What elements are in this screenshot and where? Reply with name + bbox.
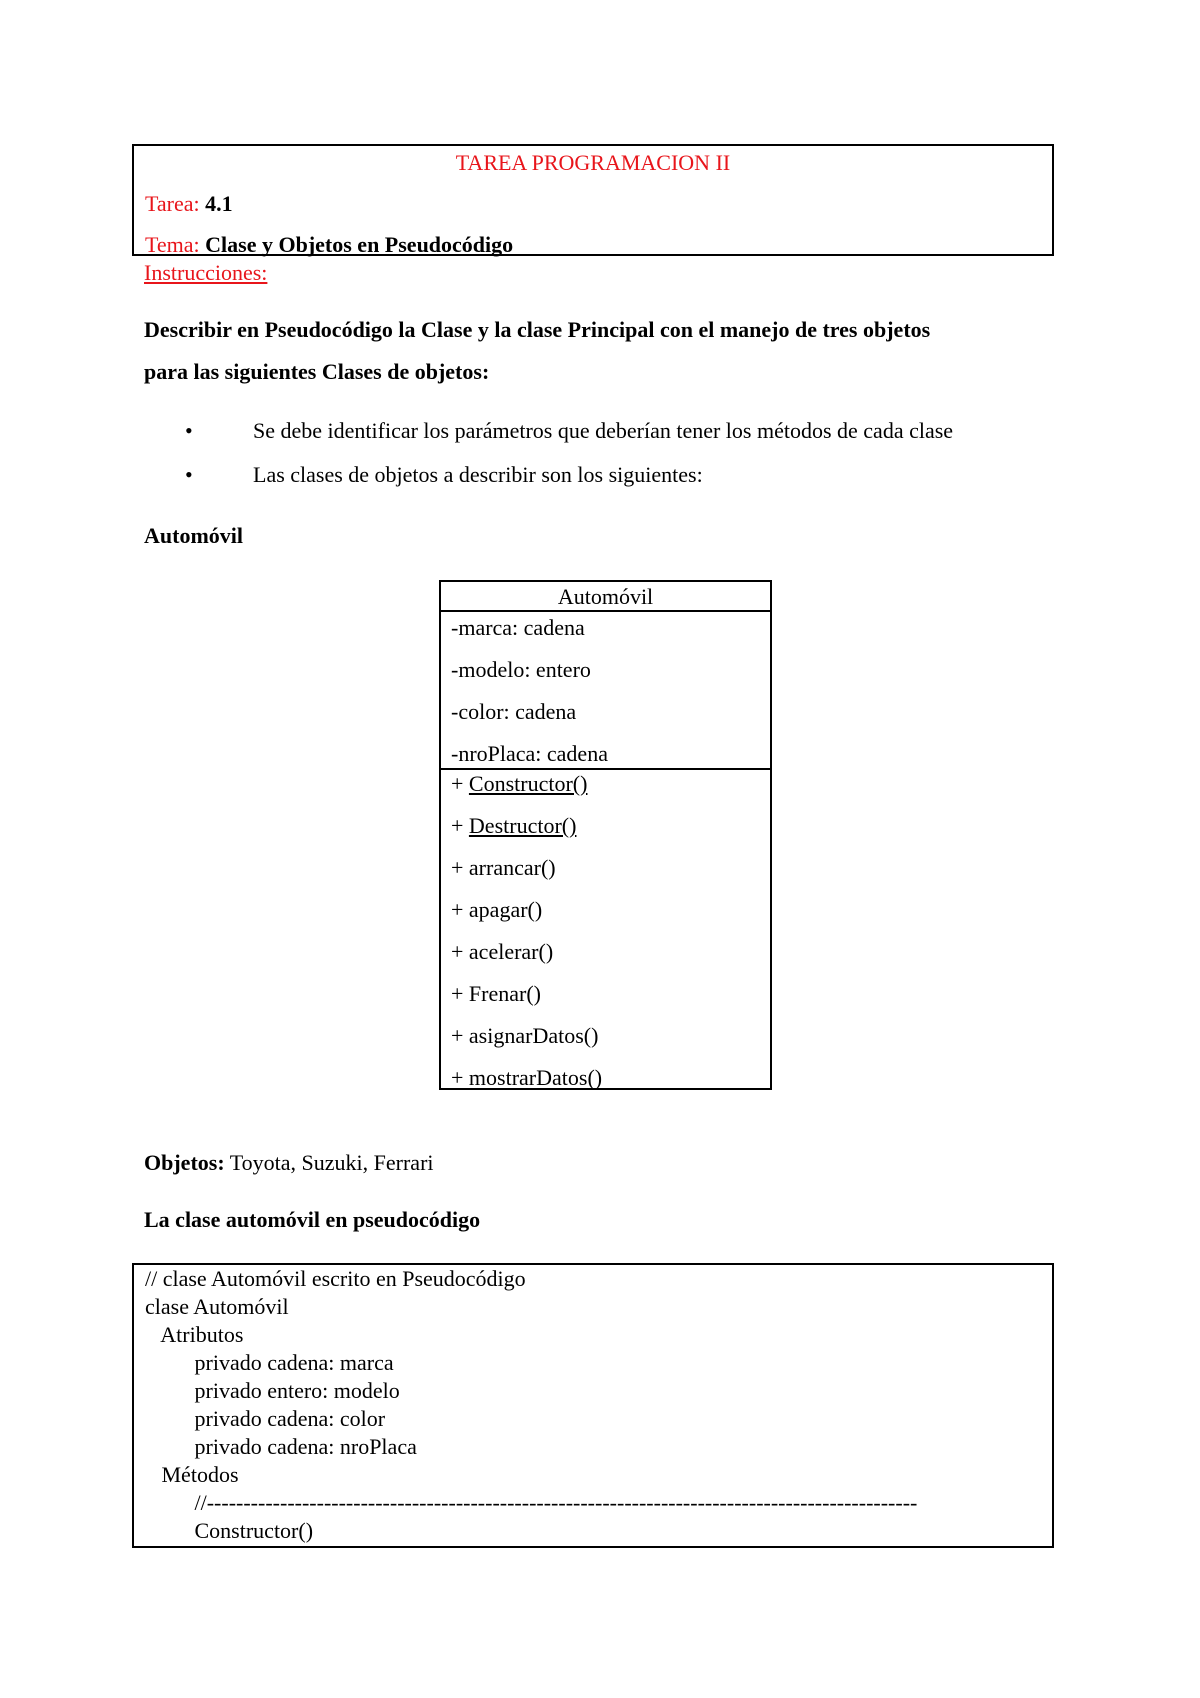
code-line: Constructor() xyxy=(145,1518,314,1543)
document-title: TAREA PROGRAMACION II xyxy=(455,150,731,175)
uml-attribute: -nroPlaca: cadena xyxy=(451,741,608,766)
instructions-line-1: Describir en Pseudocódigo la Clase y la clase Principal con el manejo de tres objetos xyxy=(144,317,931,342)
uml-method-prefix: + xyxy=(451,771,469,796)
bullet-text: Se debe identificar los parámetros que deberían tener los métodos de cada clase xyxy=(253,418,954,443)
uml-method-name: Destructor() xyxy=(468,813,577,838)
uml-method-prefix: + xyxy=(451,813,469,838)
code-line: // clase Automóvil escrito en Pseudocódigo xyxy=(145,1266,526,1291)
uml-method-name: mostrarDatos() xyxy=(468,1065,603,1090)
code-line: privado cadena: color xyxy=(145,1406,386,1431)
uml-class-name: Automóvil xyxy=(557,584,654,609)
uml-method xyxy=(451,939,553,965)
section-heading: Automóvil xyxy=(144,523,243,548)
uml-attribute: -color: cadena xyxy=(451,699,577,724)
uml-method-prefix: + xyxy=(451,855,469,880)
code-box xyxy=(132,1263,1054,1548)
bullet-text: Las clases de objetos a describir son los siguientes: xyxy=(253,462,703,487)
code-line: clase Automóvil xyxy=(145,1294,289,1319)
uml-method-name: Constructor() xyxy=(468,771,588,796)
uml-method-name: acelerar() xyxy=(468,939,554,964)
code-line: privado cadena: marca xyxy=(145,1350,394,1375)
uml-attribute: -marca: cadena xyxy=(451,615,585,640)
uml-method-prefix: + xyxy=(451,897,469,922)
uml-divider xyxy=(441,610,770,612)
tarea-label: Tarea: xyxy=(145,191,200,216)
code-line: privado entero: modelo xyxy=(145,1378,400,1403)
tema-value: Clase y Objetos en Pseudocódigo xyxy=(205,232,514,257)
uml-method xyxy=(451,1023,598,1049)
uml-class-box xyxy=(439,580,772,1090)
code-line: //------------------------------------------------------------------------------------------------- xyxy=(145,1490,918,1515)
code-line: Atributos xyxy=(145,1322,244,1347)
uml-method-prefix: + xyxy=(451,981,469,1006)
tarea-line xyxy=(145,191,233,217)
uml-method xyxy=(451,855,556,881)
uml-method xyxy=(451,1065,602,1091)
objects-value: Toyota, Suzuki, Ferrari xyxy=(229,1150,434,1175)
uml-method-prefix: + xyxy=(451,1065,469,1090)
header-box xyxy=(132,144,1054,256)
code-line: Métodos xyxy=(145,1462,239,1487)
uml-method xyxy=(451,897,542,923)
instructions-line-2: para las siguientes Clases de objetos: xyxy=(144,359,490,384)
uml-method-name: Frenar() xyxy=(468,981,541,1006)
objects-label: Objetos: xyxy=(144,1150,225,1175)
bullet-icon: • xyxy=(185,418,193,443)
uml-method xyxy=(451,771,587,797)
objects-line xyxy=(144,1150,434,1176)
uml-method-name: apagar() xyxy=(468,897,543,922)
tarea-value: 4.1 xyxy=(205,191,233,216)
tema-line xyxy=(145,232,513,258)
uml-method-name: asignarDatos() xyxy=(468,1023,599,1048)
uml-method xyxy=(451,813,576,839)
uml-attribute: -modelo: entero xyxy=(451,657,591,682)
uml-method-prefix: + xyxy=(451,1023,469,1048)
instructions-heading: Instrucciones: xyxy=(144,260,268,285)
uml-divider xyxy=(441,768,770,770)
bullet-icon: • xyxy=(185,462,193,487)
pseudocode-heading: La clase automóvil en pseudocódigo xyxy=(144,1207,481,1232)
uml-method-name: arrancar() xyxy=(468,855,556,880)
uml-method-prefix: + xyxy=(451,939,469,964)
code-line: privado cadena: nroPlaca xyxy=(145,1434,417,1459)
tema-label: Tema: xyxy=(145,232,200,257)
uml-method xyxy=(451,981,541,1007)
